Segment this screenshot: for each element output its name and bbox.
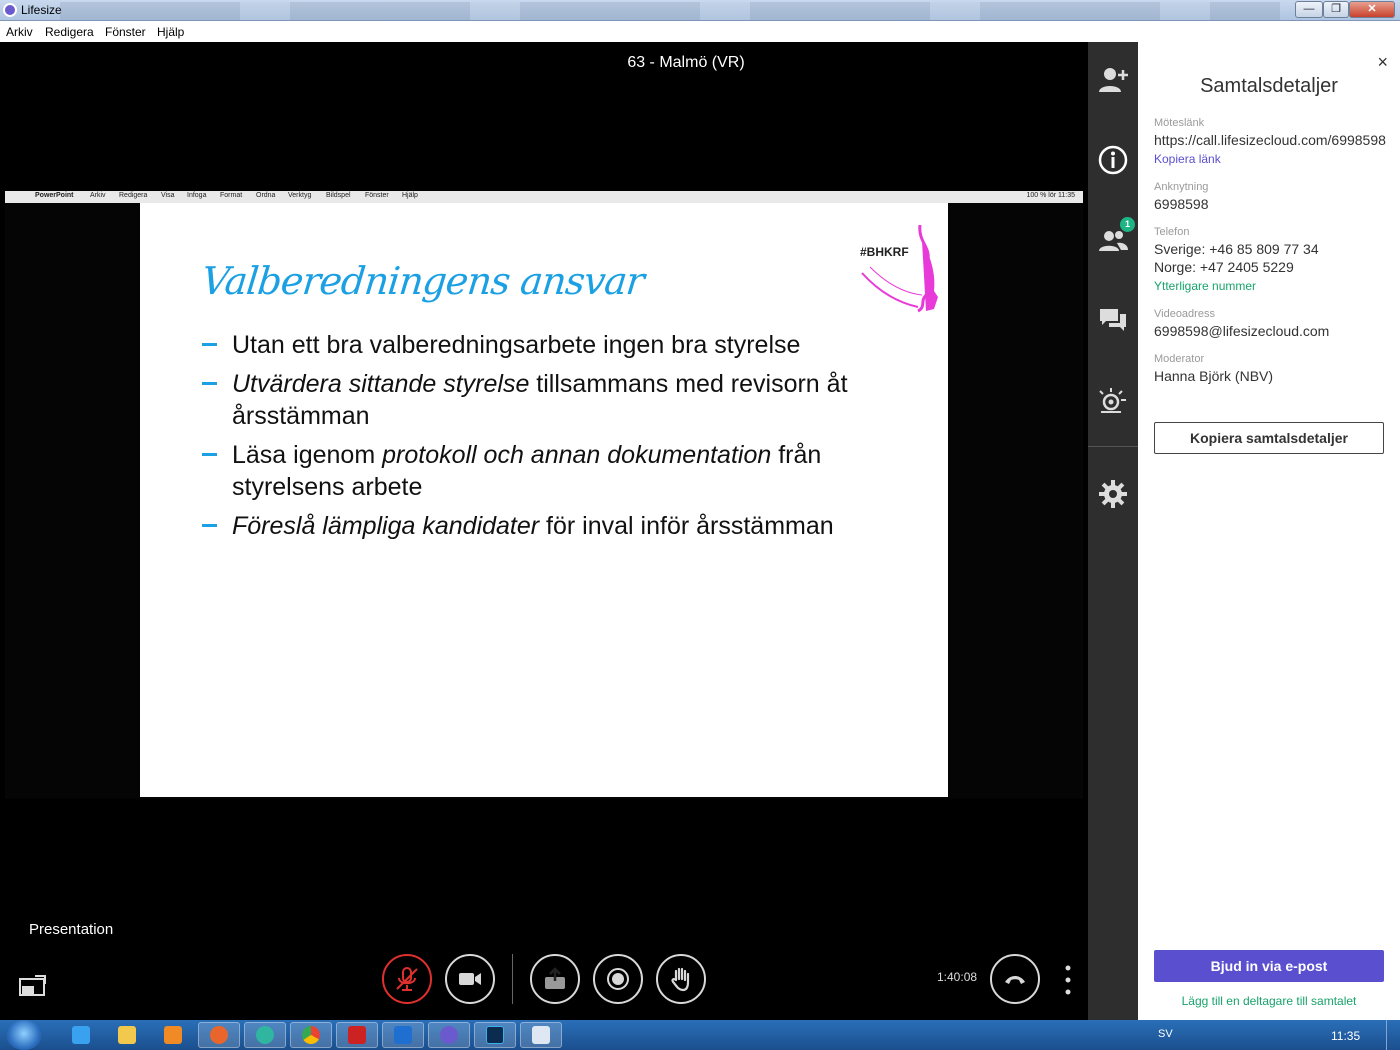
camera-button[interactable]: [445, 954, 495, 1004]
mac-menu-item: Verktyg: [288, 192, 312, 199]
window-title: Lifesize: [21, 3, 62, 17]
slide-title: Valberedningens ansvar: [199, 259, 646, 303]
presentation-slide: [140, 203, 948, 797]
info-icon[interactable]: [1097, 144, 1129, 176]
call-details-panel: [1138, 42, 1400, 1020]
meeting-link-value: https://call.lifesizecloud.com/6998598: [1154, 132, 1386, 148]
moderator-field: [1154, 353, 1390, 384]
bullet-text: tillsammans med revisorn åt årsstämman: [232, 370, 848, 430]
mute-button[interactable]: [382, 954, 432, 1004]
invite-by-email-button[interactable]: Bjud in via e-post: [1154, 950, 1384, 982]
hang-up-icon: [1001, 965, 1029, 993]
bullet-text-italic: Utvärdera sittande styrelse: [232, 370, 530, 398]
lifesize-logo-icon: [3, 3, 17, 17]
camera-controls-icon[interactable]: [1097, 384, 1129, 416]
bullet-text-italic: protokoll och annan dokumentation: [382, 441, 772, 469]
video-address-value: 6998598@lifesizecloud.com: [1154, 323, 1330, 339]
menu-fonster[interactable]: Fönster: [105, 25, 146, 39]
taskbar-edge[interactable]: [244, 1022, 286, 1048]
video-camera-icon: [456, 965, 484, 993]
language-indicator[interactable]: SV: [1158, 1028, 1173, 1040]
add-participant-icon[interactable]: [1097, 64, 1129, 96]
share-screen-button[interactable]: [530, 954, 580, 1004]
mac-status-bar: 100 % lör 11:35: [1026, 192, 1075, 199]
raise-hand-button[interactable]: [656, 954, 706, 1004]
more-options-icon[interactable]: [1060, 962, 1076, 998]
firefox-icon: [210, 1026, 228, 1044]
mac-menu-bar: [5, 191, 1083, 203]
floppy-disk-icon: [348, 1026, 366, 1044]
chrome-icon: [302, 1026, 320, 1044]
rail-divider: [1088, 446, 1138, 447]
taskbar-chrome[interactable]: [290, 1022, 332, 1048]
phone-field: [1154, 226, 1390, 293]
slide-bullet: [202, 329, 922, 361]
phone-norway: Norge: +47 2405 5229: [1154, 259, 1294, 275]
notepad-icon: [532, 1026, 550, 1044]
taskbar-file-explorer[interactable]: [106, 1022, 148, 1048]
panel-heading: Samtalsdetaljer: [1200, 75, 1338, 97]
taskbar-lifesize[interactable]: [428, 1022, 470, 1048]
mac-menu-item: Arkiv: [90, 192, 106, 199]
close-window-button[interactable]: ✕: [1349, 1, 1395, 18]
close-panel-button[interactable]: ×: [1377, 52, 1388, 72]
record-button[interactable]: [593, 954, 643, 1004]
moderator-value: Hanna Björk (NBV): [1154, 368, 1274, 384]
meeting-link-field: [1154, 117, 1390, 166]
copy-link-button[interactable]: Kopiera länk: [1154, 152, 1221, 166]
internet-explorer-icon: [72, 1026, 90, 1044]
minimize-button[interactable]: —: [1295, 1, 1323, 18]
bullet-dash: [202, 524, 217, 527]
settings-gear-icon[interactable]: [1097, 478, 1129, 510]
mac-menu-item: PowerPoint: [35, 192, 74, 199]
participants-count-badge: 1: [1120, 217, 1135, 232]
shared-screen: [5, 191, 1083, 799]
menu-arkiv[interactable]: Arkiv: [6, 25, 33, 39]
video-stage: [0, 42, 1088, 1020]
field-label: Möteslänk: [1154, 117, 1205, 129]
taskbar-media-player[interactable]: [152, 1022, 194, 1048]
field-label: Moderator: [1154, 353, 1205, 365]
field-label: Anknytning: [1154, 181, 1209, 193]
background-taskbar-strip: [60, 2, 1280, 20]
media-player-icon: [164, 1026, 182, 1044]
video-address-field: [1154, 308, 1390, 339]
slide-bullet: [202, 368, 922, 432]
mac-menu-item: Redigera: [119, 192, 148, 199]
side-icon-rail: [1088, 42, 1138, 1020]
mac-menu-item: Infoga: [187, 192, 207, 199]
bullet-dash: [202, 343, 217, 346]
taskbar-firefox[interactable]: [198, 1022, 240, 1048]
photoshop-icon: [486, 1026, 504, 1044]
bullet-dash: [202, 382, 217, 385]
chat-icon[interactable]: [1097, 304, 1129, 336]
maximize-button[interactable]: ❐: [1323, 1, 1349, 18]
mac-menu-item: Fönster: [365, 192, 389, 199]
folder-icon: [118, 1026, 136, 1044]
slide-bullet: [202, 439, 922, 503]
picture-in-picture-icon[interactable]: [19, 974, 47, 996]
edge-icon: [256, 1026, 274, 1044]
taskbar-internet-explorer[interactable]: [60, 1022, 102, 1048]
bullet-text: Läsa igenom: [232, 441, 383, 469]
menu-redigera[interactable]: Redigera: [45, 25, 94, 39]
controls-divider: [512, 954, 513, 1004]
bullet-text: för inval inför årsstämman: [539, 512, 834, 540]
hang-up-button[interactable]: [990, 954, 1040, 1004]
mac-menu-item: Visa: [161, 192, 175, 199]
lifesize-icon: [440, 1026, 458, 1044]
more-numbers-link[interactable]: Ytterligare nummer: [1154, 279, 1257, 293]
windows-taskbar: [0, 1020, 1400, 1050]
record-icon: [604, 965, 632, 993]
bullet-dash: [202, 453, 217, 456]
call-timer: 1:40:08: [937, 970, 978, 984]
mac-menu-item: Format: [220, 192, 243, 199]
show-desktop-button[interactable]: [1386, 1020, 1400, 1050]
bullet-text: från styrelsens arbete: [232, 441, 822, 501]
taskbar-clock[interactable]: 11:35: [1331, 1029, 1361, 1043]
add-participant-link[interactable]: Lägg till en deltagare till samtalet: [1181, 994, 1357, 1008]
menu-hjalp[interactable]: Hjälp: [157, 25, 185, 39]
slide-bullet: [202, 510, 922, 542]
bullet-text-italic: Föreslå lämpliga kandidater: [232, 512, 540, 540]
room-title: 63 - Malmö (VR): [627, 54, 745, 71]
bhkrf-logo-icon: [860, 221, 940, 313]
slide-bullets: [202, 329, 922, 549]
field-label: Videoadress: [1154, 308, 1215, 320]
start-button[interactable]: [6, 1020, 42, 1050]
phone-sweden: Sverige: +46 85 809 77 34: [1154, 241, 1319, 257]
share-screen-icon: [541, 965, 569, 993]
taskbar-notepad[interactable]: [520, 1022, 562, 1048]
taskbar-photoshop[interactable]: [474, 1022, 516, 1048]
slide-hashtag: #BHKRF: [860, 245, 909, 259]
extension-value: 6998598: [1154, 196, 1209, 212]
field-label: Telefon: [1154, 226, 1190, 238]
mail-icon: [394, 1026, 412, 1044]
bullet-text: Utan ett bra valberedningsarbete ingen bra styrelse: [232, 331, 801, 359]
mac-menu-item: Ordna: [256, 192, 276, 199]
menu-bar: [0, 21, 1400, 42]
taskbar-outlook[interactable]: [382, 1022, 424, 1048]
mac-menu-item: Bildspel: [326, 192, 351, 199]
microphone-off-icon: [393, 965, 421, 993]
presentation-label: Presentation: [29, 921, 114, 938]
window-titlebar: [0, 0, 1400, 21]
taskbar-save-app[interactable]: [336, 1022, 378, 1048]
raise-hand-icon: [667, 965, 695, 993]
extension-field: [1154, 181, 1390, 212]
copy-call-details-button[interactable]: Kopiera samtalsdetaljer: [1154, 422, 1384, 454]
mac-menu-item: Hjälp: [402, 192, 418, 199]
